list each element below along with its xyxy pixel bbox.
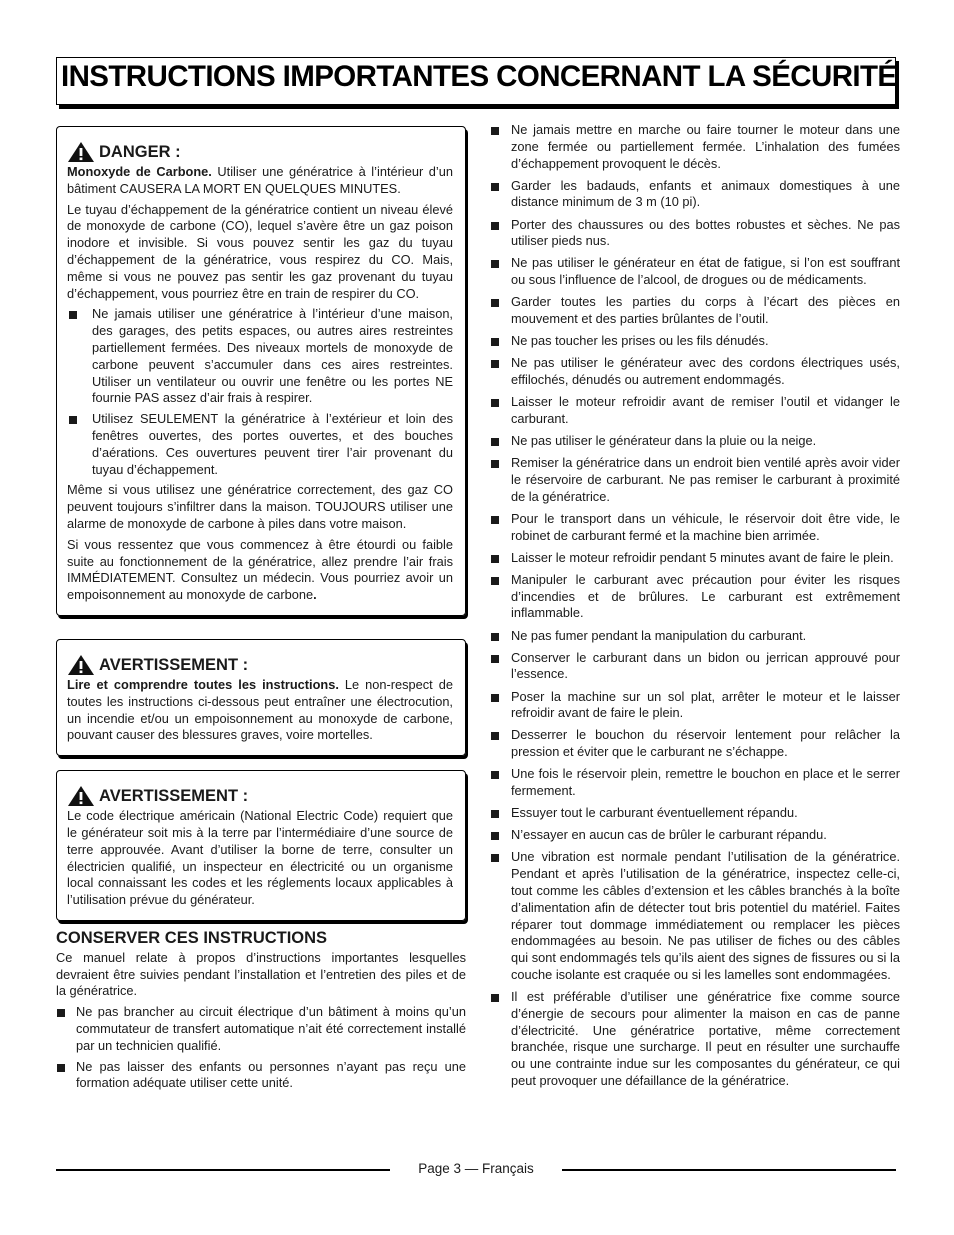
warning-lead-text: Le non-respect de toutes les instructions ci-dessous peut entraîner une électrocution, un incendie et/ou un empoisonnement au monoxyde de carbone, pouvant causer des blessures graves, voire mortelles.	[67, 676, 453, 743]
warning-lead-bold: Lire et comprendre toutes les instructions.	[67, 676, 339, 692]
danger-lead	[67, 164, 453, 198]
danger-heading	[67, 141, 453, 163]
page-header	[56, 57, 896, 105]
list-item: Ne pas utiliser le générateur avec des cordons électriques usés, effilochés, dénudés ou autrement endommagés.	[490, 355, 900, 389]
danger-bullet-list	[67, 306, 453, 478]
warning-title: AVERTISSEMENT :	[99, 786, 249, 805]
list-item: Ne jamais mettre en marche ou faire tourner le moteur dans une zone fermée ou partiellement fermée. L’inhalation des fumées d’échappement provoquent le décès.	[490, 122, 900, 172]
danger-paragraph-3	[67, 537, 453, 604]
warning-box-grounding	[56, 770, 466, 921]
list-item: Desserrer le bouchon du réservoir lentement pour relâcher la pression et éviter que le carburant ne s’échappe.	[490, 727, 900, 761]
list-item: Utilisez SEULEMENT la génératrice à l’extérieur et loin des fenêtres ouvertes, des portes ouvertes, et des bouches d’aérations. Ces ouvertures peuvent tirer l’air provenant du tuyau d’échappement.	[67, 411, 453, 478]
list-item: Une fois le réservoir plein, remettre le bouchon en place et le serrer fermement.	[490, 766, 900, 800]
danger-lead-text: Utiliser une génératrice à l’intérieur d’un bâtiment CAUSERA LA MORT EN QUELQUES MINUTES.	[67, 164, 453, 196]
conserver-intro: Ce manuel relate à propos d’instructions importantes lesquelles devraient être suivies pendant l’installation et l’entretien des piles et de la génératrice.	[56, 949, 466, 999]
page-footer: Page 3 — Français	[418, 1161, 534, 1176]
list-item: Remiser la génératrice dans un endroit bien ventilé après avoir vider le réservoire de carburant. Ne pas remiser le carburant à proximité de la génératrice.	[490, 455, 900, 505]
page-title: INSTRUCTIONS IMPORTANTES CONCERNANT LA SÉCURITÉ	[61, 60, 897, 93]
list-item: Garder les badauds, enfants et animaux domestiques à une distance minimum de 3 m (10 pi).	[490, 178, 900, 212]
list-item: Laisser le moteur refroidir pendant 5 minutes avant de faire le plein.	[490, 550, 900, 567]
list-item: Pour le transport dans un véhicule, le réservoir doit être vide, le robinet de carburant fermé et la machine bien arrimée.	[490, 511, 900, 545]
footer-rule-left	[56, 1169, 390, 1171]
list-item: Poser la machine sur un sol plat, arrêter le moteur et le laisser refroidir avant de faire le plein.	[490, 689, 900, 723]
danger-paragraph-1: Le tuyau d’échappement de la génératrice contient un niveau élevé de monoxyde de carbone (CO), lequel s’avère être un gaz poison inodore et invisible. Si vous pouvez sentir les gaz du tuyau d’échappement de la génératrice, vous respirez du CO. Mais, même si vous ne pouvez pas sentir les gaz provenant du tuyau d’échappement, vous pourriez être en train de respirer du CO.	[67, 201, 453, 301]
danger-lead-bold: Monoxyde de Carbone.	[67, 164, 212, 179]
safety-bullet-list	[490, 122, 900, 1090]
warning-triangle-icon	[67, 785, 95, 807]
right-column	[490, 122, 900, 1095]
list-item: N’essayer en aucun cas de brûler le carburant répandu.	[490, 827, 900, 844]
list-item: Ne pas utiliser le générateur en état de fatigue, si l’on est souffrant ou sous l’influence de l’alcool, de drogues ou de médicaments.	[490, 255, 900, 289]
footer-rule-right	[562, 1169, 896, 1171]
warning-triangle-icon	[67, 141, 95, 163]
danger-box	[56, 126, 466, 616]
list-item: Manipuler le carburant avec précaution pour éviter les risques d’incendies et de brûlures. Le carburant est extrêmement inflammable.	[490, 572, 900, 622]
list-item: Ne jamais utiliser une génératrice à l’intérieur d’une maison, des garages, des petits espaces, ou autres aires restreintes partiellement fermées. Des niveaux mortels de monoxyde de carbone peuvent s’accumuler dans ces aires restreintes. Utiliser un ventilateur ou ouvrir une fenêtre ou les portes NE fournie PAS assez d’air frais à respirer.	[67, 306, 453, 407]
list-item: Conserver le carburant dans un bidon ou jerrican approuvé pour l’essence.	[490, 650, 900, 684]
list-item: Une vibration est normale pendant l’utilisation de la génératrice. Pendant et après l’utilisation de la génératrice, inspectez celle-ci, tout comme les câbles d’extension et les câbles branchés à la boîte d’alimentation afin de détecter tout bris potentiel du matériel. Faites réparer tout dommage immédiatement ou remplacer les pièces endommagées au besoin. Ne pas utiliser de fiches ou des câbles qui sont endommagés tels qu’ils aient des signes de fissures ou si la couche isolante est craquée ou si les lamelles sont endommagées.	[490, 849, 900, 983]
warning-title: AVERTISSEMENT :	[99, 655, 249, 674]
warning-heading	[67, 785, 453, 807]
list-item: Ne pas laisser des enfants ou personnes n’ayant pas reçu une formation adéquate utiliser cette unité.	[56, 1059, 466, 1093]
danger-paragraph-3-end: .	[313, 587, 317, 603]
warning-heading	[67, 654, 453, 676]
conserver-title: CONSERVER CES INSTRUCTIONS	[56, 928, 328, 947]
list-item: Il est préférable d’utiliser une génératrice fixe comme source d’énergie de secours pour alimenter la maison en cas de panne d’électricité. Une génératrice portative, même correctement branchée, risque une surcharge. Il peut en résulter une surchauffe ou une contrainte indue sur les composantes du générateur, ce qui peut provoquer une défaillance de la génératrice.	[490, 989, 900, 1090]
list-item: Essuyer tout le carburant éventuellement répandu.	[490, 805, 900, 822]
danger-paragraph-2: Même si vous utilisez une génératrice correctement, des gaz CO peuvent toujours s’infiltrer dans la maison. TOUJOURS utiliser une alarme de monoxyde de carbone à piles dans votre maison.	[67, 482, 453, 531]
warning-box-instructions	[56, 639, 466, 756]
danger-title: DANGER :	[99, 142, 181, 161]
list-item: Ne pas fumer pendant la manipulation du carburant.	[490, 628, 900, 645]
warning-lead	[67, 677, 453, 744]
list-item: Garder toutes les parties du corps à l’écart des pièces en mouvement et des parties brûlantes de l’outil.	[490, 294, 900, 328]
left-column	[56, 126, 466, 1096]
danger-paragraph-3-text: Si vous ressentez que vous commencez à être étourdi ou faible suite au fonctionnement de la génératrice, allez prendre l’air frais IMMÉDIATEMENT. Consultez un médecin. Vous pourriez avoir un empoisonnement au monoxyde de carbone	[67, 536, 453, 603]
conserver-bullet-list	[56, 1004, 466, 1092]
warning-grounding-text: Le code électrique américain (National Electric Code) requiert que le générateur soit mis à la terre par l’intermédiaire d’une source de terre approuvée. Avant d’utiliser la borne de terre, consulter un électricien qualifié, un inspecteur en électricité ou un organisme local connaissant les codes et les réglements locaux applicables à l’utilisation prévue du générateur.	[67, 808, 453, 908]
conserver-section	[56, 950, 466, 1092]
list-item: Ne pas toucher les prises ou les fils dénudés.	[490, 333, 900, 350]
list-item: Ne pas brancher au circuit électrique d’un bâtiment à moins qu’un commutateur de transfert automatique n’ait été correctement installé par un technicien qualifié.	[56, 1004, 466, 1054]
list-item: Porter des chaussures ou des bottes robustes et sèches. Ne pas utiliser pieds nus.	[490, 217, 900, 251]
list-item: Laisser le moteur refroidir avant de remiser l’outil et vidanger le carburant.	[490, 394, 900, 428]
warning-triangle-icon	[67, 654, 95, 676]
list-item: Ne pas utiliser le générateur dans la pluie ou la neige.	[490, 433, 900, 450]
